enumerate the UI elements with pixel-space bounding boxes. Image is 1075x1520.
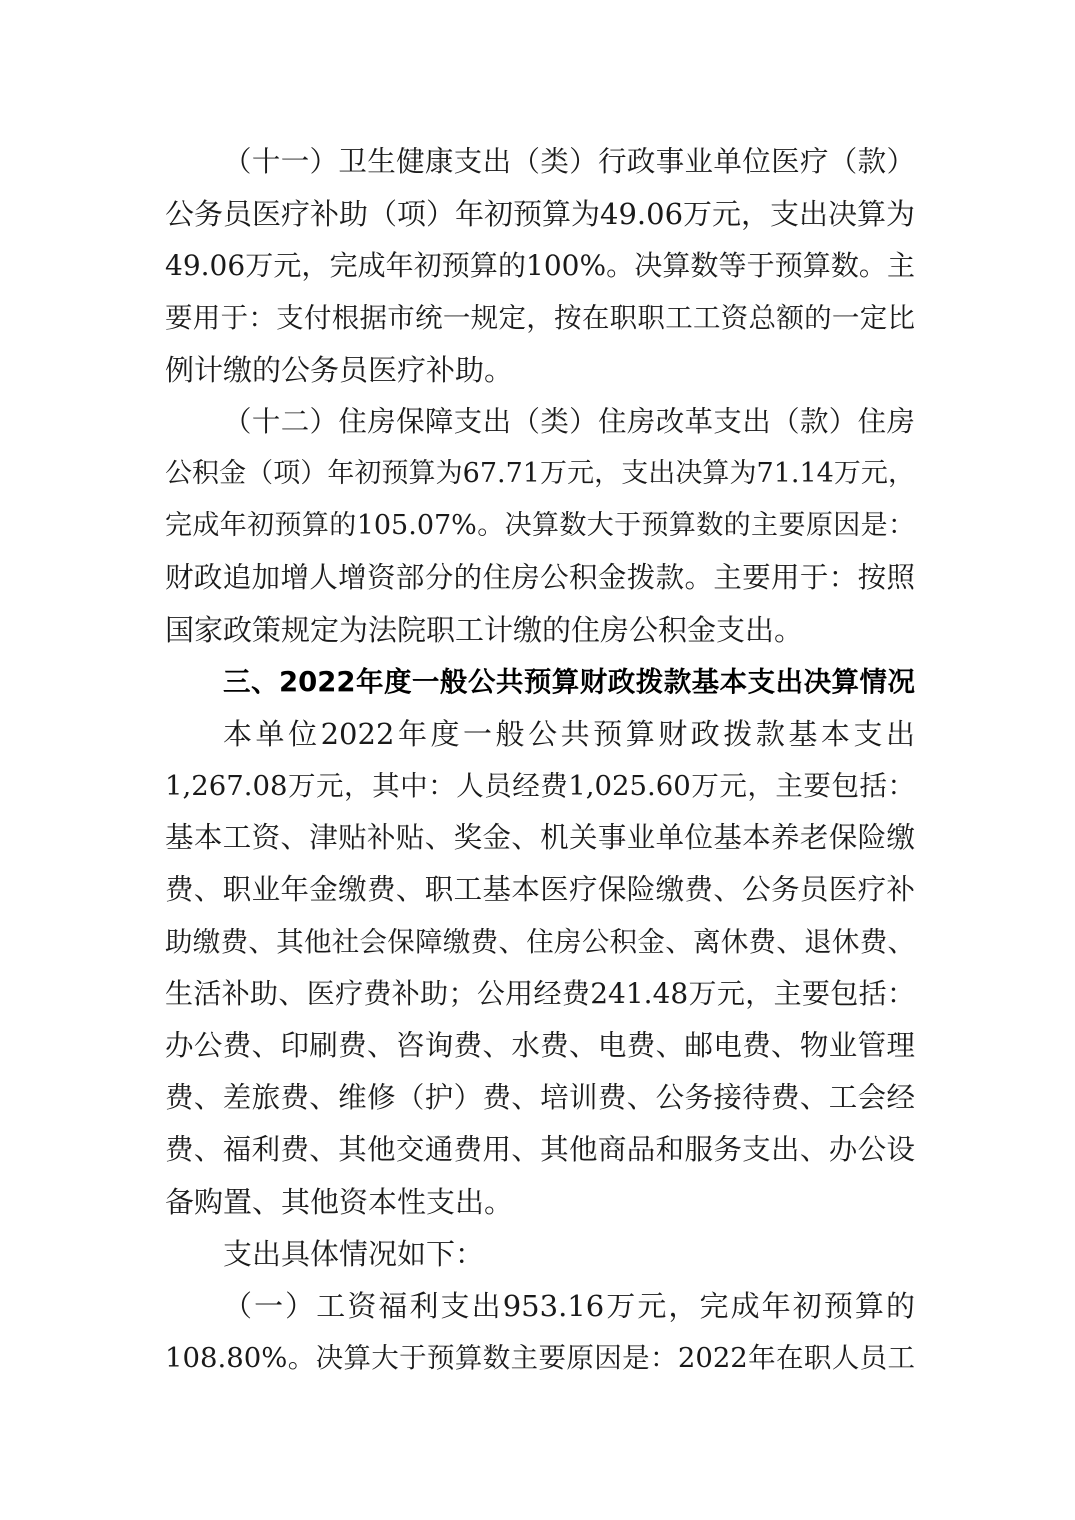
basic-expenditure-line-7: 办公费、印刷费、咨询费、水费、电费、邮电费、物业管理 [165,1029,915,1062]
basic-expenditure-line-8: 费、差旅费、维修（护）费、培训费、公务接待费、工会经 [165,1081,915,1114]
salary-welfare-line-1: （一）工资福利支出953.16万元，完成年初预算的 [223,1289,915,1323]
paragraph-12-line-3: 完成年初预算的105.07%。决算数大于预算数的主要原因是： [165,510,915,541]
details-intro: 支出具体情况如下： [223,1237,485,1271]
basic-expenditure-line-6: 生活补助、医疗费补助；公用经费241.48万元，主要包括： [165,977,915,1010]
paragraph-11-line-2: 公务员医疗补助（项）年初预算为49.06万元，支出决算为 [165,197,915,231]
salary-welfare-line-2: 108.80%。决算大于预算数主要原因是：2022年在职人员工 [165,1342,915,1374]
section-heading: 三、2022年度一般公共预算财政拨款基本支出决算情况 [223,666,915,698]
basic-expenditure-line-1: 本单位2022年度一般公共预算财政拨款基本支出 [223,717,915,751]
paragraph-11-line-5: 例计缴的公务员医疗补助。 [165,353,514,387]
paragraph-12-line-1: （十二）住房保障支出（类）住房改革支出（款）住房 [223,405,915,438]
paragraph-12-line-5: 国家政策规定为法院职工计缴的住房公积金支出。 [165,613,804,647]
basic-expenditure-line-4: 费、职业年金缴费、职工基本医疗保险缴费、公务员医疗补 [165,873,915,906]
basic-expenditure-line-5: 助缴费、其他社会保障缴费、住房公积金、离休费、退休费、 [165,926,915,958]
basic-expenditure-line-10: 备购置、其他资本性支出。 [165,1185,514,1219]
paragraph-11-line-4: 要用于：支付根据市统一规定，按在职职工工资总额的一定比 [165,302,915,334]
paragraph-11-line-1: （十一）卫生健康支出（类）行政事业单位医疗（款） [223,145,915,178]
basic-expenditure-line-2: 1,267.08万元，其中：人员经费1,025.60万元，主要包括： [165,770,915,802]
paragraph-12-line-4: 财政追加增人增资部分的住房公积金拨款。主要用于：按照 [165,561,915,594]
paragraph-12-line-2: 公积金（项）年初预算为67.71万元，支出决算为71.14万元， [165,458,915,489]
basic-expenditure-line-9: 费、福利费、其他交通费用、其他商品和服务支出、办公设 [165,1133,915,1166]
basic-expenditure-line-3: 基本工资、津贴补贴、奖金、机关事业单位基本养老保险缴 [165,821,915,854]
paragraph-11-line-3: 49.06万元，完成年初预算的100%。决算数等于预算数。主 [165,249,915,282]
